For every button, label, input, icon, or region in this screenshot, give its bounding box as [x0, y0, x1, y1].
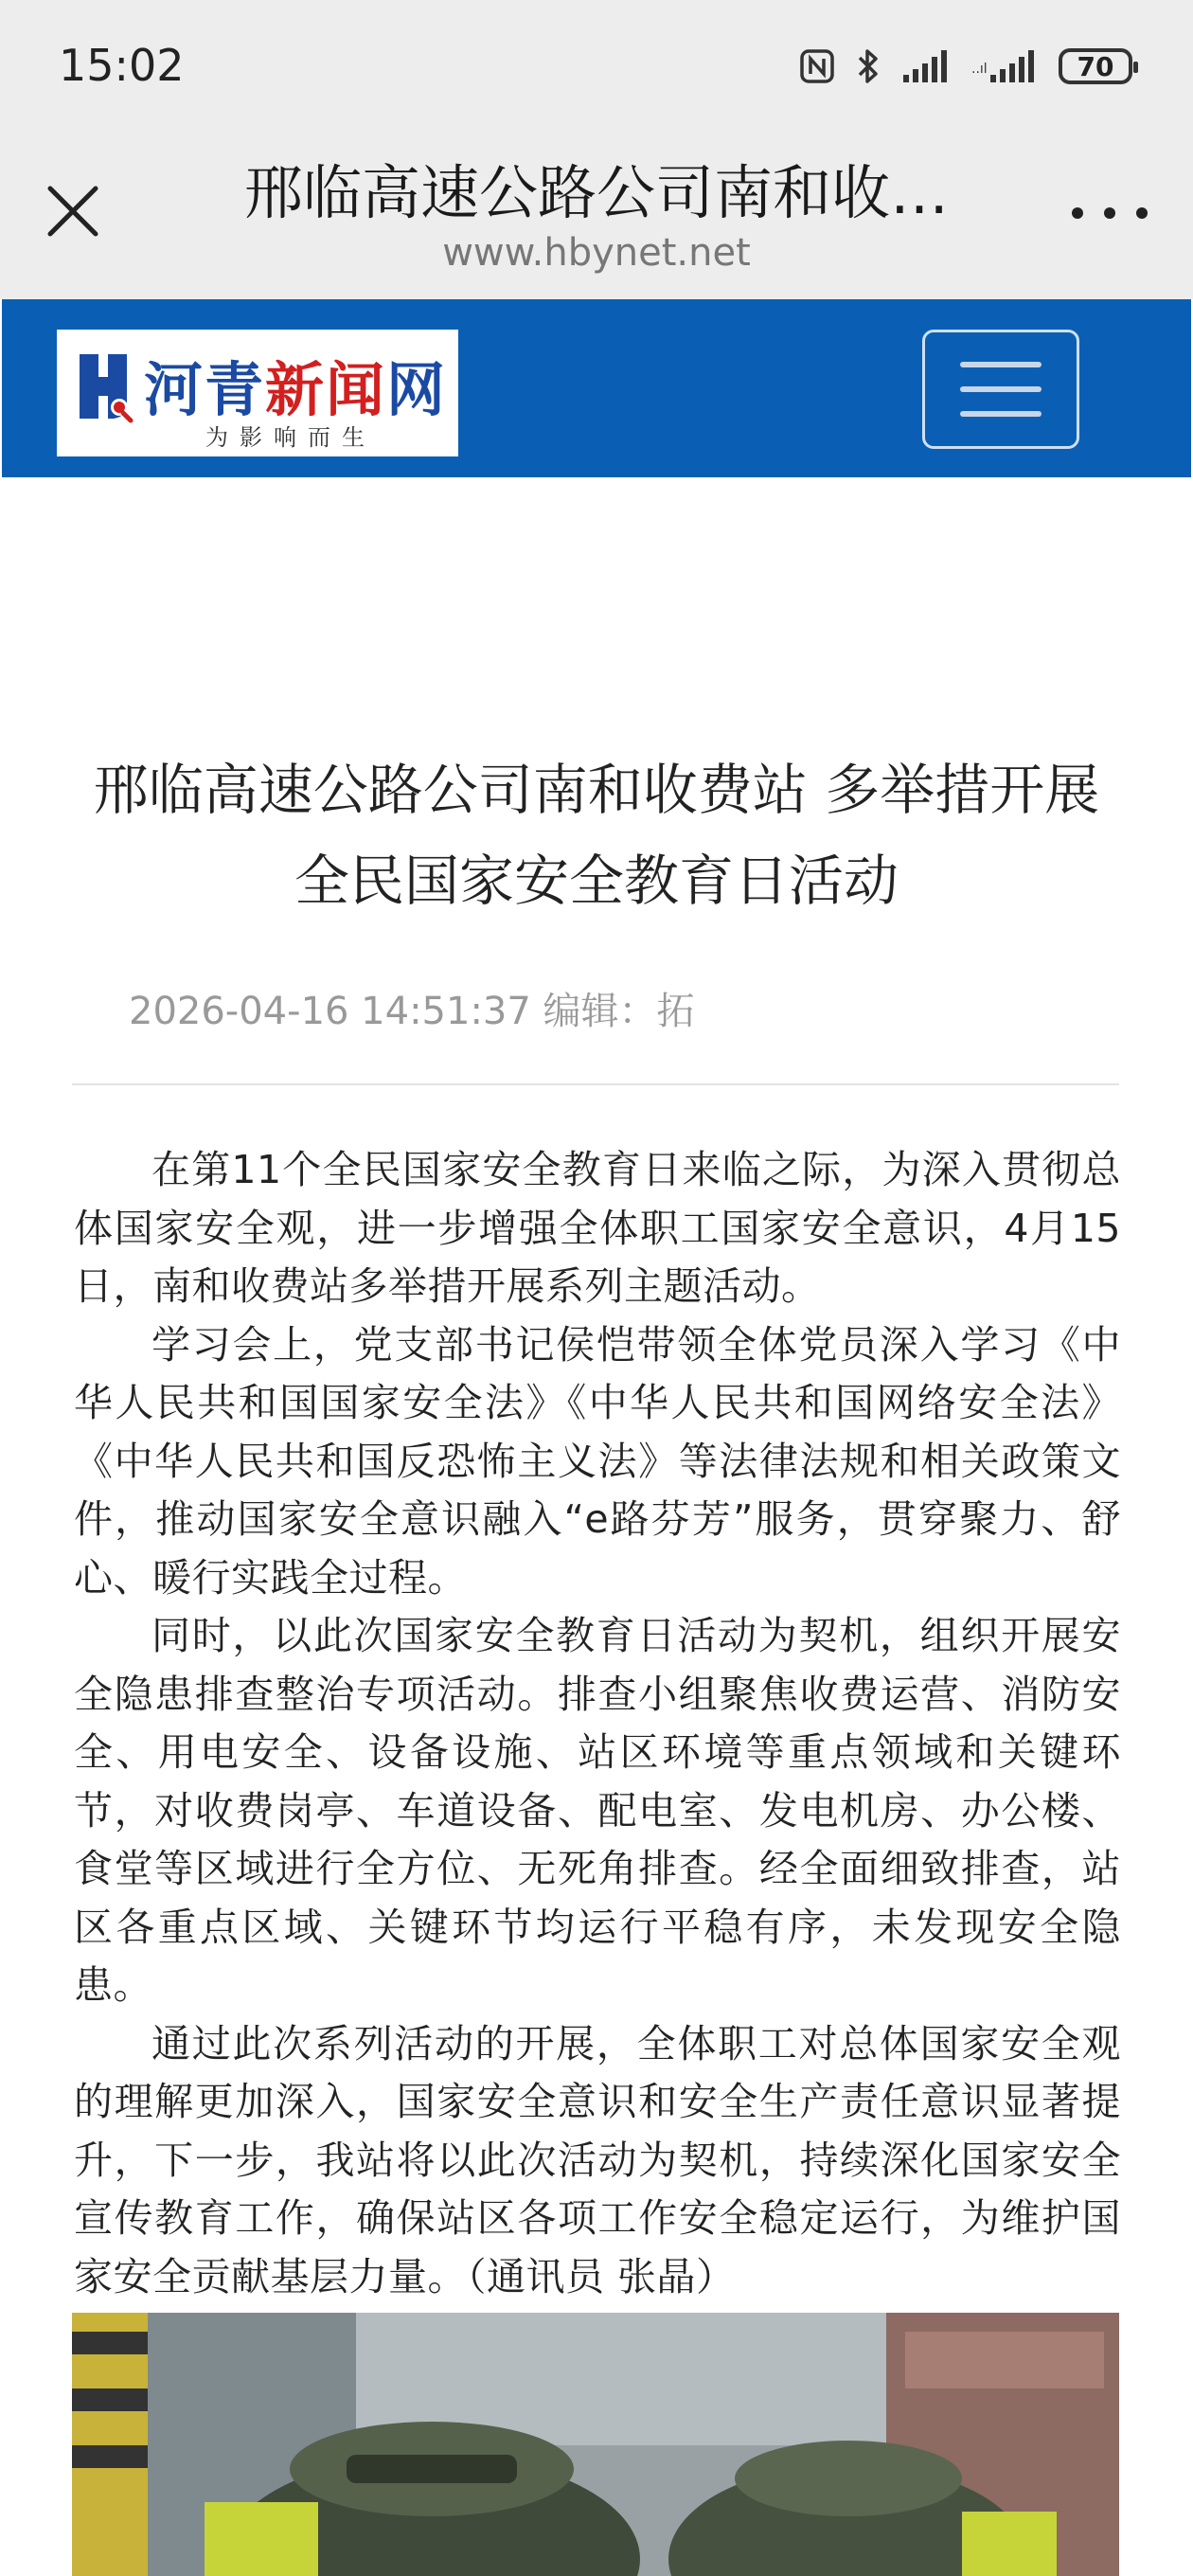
svg-text:..ıl: ..ıl	[971, 62, 988, 77]
article-meta: 2026-04-16 14:51:37 编辑：拓	[129, 990, 695, 1033]
battery-level: 70	[1077, 50, 1114, 82]
article-photo	[72, 2313, 1119, 2576]
menu-button[interactable]	[922, 330, 1079, 449]
article-paragraph: 学习会上，党支部书记侯恺带领全体党员深入学习《中华人民共和国国家安全法》《中华人民共和国网络安全法》《中华人民共和国反恐怖主义法》等法律法规和相关政策文件，推动国家安全意识融入“e路芬芳”服务，贯穿聚力、舒心、暖行实践全过程。	[74, 1321, 1121, 1601]
status-icons	[799, 45, 1132, 87]
logo-text-tail: 网	[386, 355, 448, 424]
site-header	[2, 299, 1191, 477]
article-body	[74, 1141, 1121, 2306]
more-options-button[interactable]	[1072, 189, 1148, 237]
page-title: 邢临高速公路公司南和收…	[243, 158, 949, 227]
bluetooth-icon	[856, 47, 881, 85]
signal-icon	[901, 48, 951, 84]
logo-text-blue: 河青	[144, 355, 266, 424]
hamburger-line-icon	[960, 411, 1042, 417]
hamburger-line-icon	[960, 362, 1042, 367]
nfc-icon	[799, 48, 835, 84]
signal-icon	[971, 48, 1038, 84]
more-dot-icon	[1136, 207, 1148, 219]
article-paragraph: 通过此次系列活动的开展，全体职工对总体国家安全观的理解更加深入，国家安全意识和安全生产责任意识显著提升，下一步，我站将以此次活动为契机，持续深化国家安全宣传教育工作，确保站区各项工作安全稳定运行，为维护国家安全贡献基层力量。（通讯员 张晶）	[74, 2020, 1121, 2299]
battery-indicator	[1059, 48, 1132, 84]
more-dot-icon	[1104, 207, 1115, 219]
status-time: 15:02	[59, 40, 185, 91]
browser-title-bar	[0, 133, 1193, 299]
more-dot-icon	[1072, 207, 1083, 219]
photo-image	[72, 2313, 1119, 2576]
article-title: 邢临高速公路公司南和收费站 多举措开展全民国家安全教育日活动	[93, 758, 1100, 913]
close-button[interactable]	[40, 178, 106, 244]
logo-mark-icon	[70, 349, 136, 424]
logo-text-red: 新闻	[265, 355, 387, 424]
article-paragraph: 在第11个全民国家安全教育日来临之际，为深入贯彻总体国家安全观，进一步增强全体职工国家安全意识，4月15日，南和收费站多举措开展系列主题活动。	[74, 1147, 1121, 1309]
article-paragraph: 同时，以此次国家安全教育日活动为契机，组织开展安全隐患排查整治专项活动。排查小组聚焦收费运营、消防安全、用电安全、设备设施、站区环境等重点领域和关键环节，对收费岗亭、车道设备、配电室、发电机房、办公楼、食堂等区域进行全方位、无死角排查。经全面细致排查，站区各重点区域、关键环节均运行平稳有序，未发现安全隐患。	[74, 1613, 1121, 2008]
logo-slogan: 为影响而生	[205, 424, 376, 451]
status-bar	[0, 0, 1193, 133]
page-url: www.hbynet.net	[442, 231, 751, 275]
logo-text	[144, 343, 447, 427]
site-logo[interactable]	[57, 330, 458, 456]
divider	[72, 1083, 1119, 1085]
hamburger-line-icon	[960, 386, 1042, 392]
close-icon	[45, 183, 101, 240]
